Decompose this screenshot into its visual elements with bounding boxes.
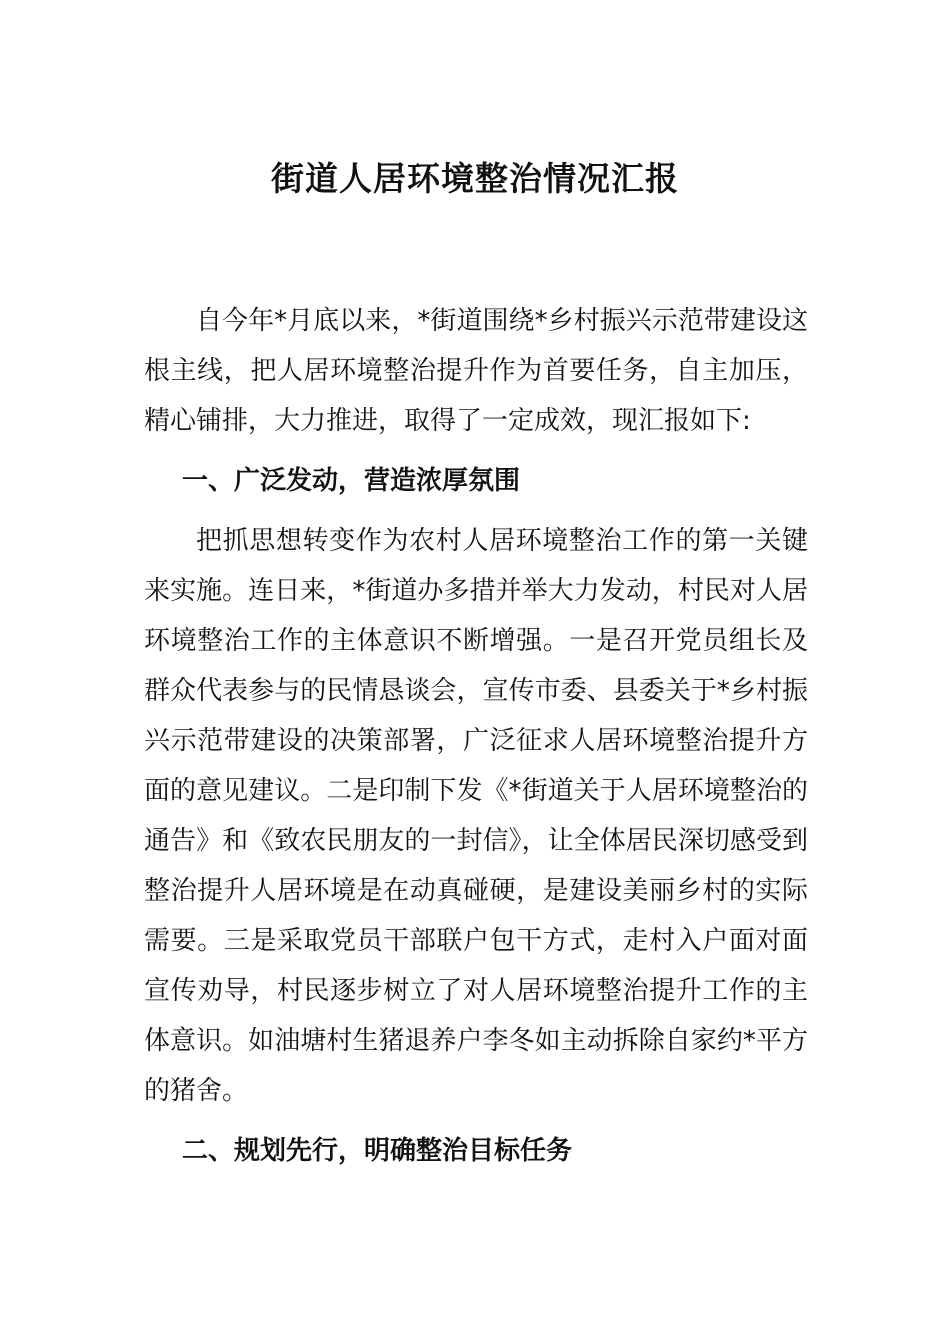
section-heading-1: 一、广泛发动，营造浓厚氛围: [182, 466, 521, 496]
intro-paragraph: 自今年*月底以来，*街道围绕*乡村振兴示范带建设这根主线，把人居环境整治提升作为首要任务，自主加压，精心铺排，大力推进，取得了一定成效，现汇报如下:: [144, 306, 808, 436]
section-heading-2: 二、规划先行，明确整治目标任务: [182, 1136, 573, 1166]
document-title: 街道人居环境整治情况汇报: [271, 159, 679, 198]
section-paragraph-1: 把抓思想转变作为农村人居环境整治工作的第一关键来实施。连日来，*街道办多措并举大力发动，村民对人居环境整治工作的主体意识不断增强。一是召开党员组长及群众代表参与的民情恳谈会，宣传市委、县委关于*乡村振兴示范带建设的决策部署，广泛征求人居环境整治提升方面的意见建议。二是印制下发《*街道关于人居环境整治的通告》和《致农民朋友的一封信》，让全体居民深切感受到整治提升人居环境是在动真碰硬，是建设美丽乡村的实际需要。三是采取党员干部联户包干方式，走村入户面对面宣传劝导，村民逐步树立了对人居环境整治提升工作的主体意识。如油塘村生猪退养户李冬如主动拆除自家约*平方的猪舍。: [144, 526, 808, 1106]
